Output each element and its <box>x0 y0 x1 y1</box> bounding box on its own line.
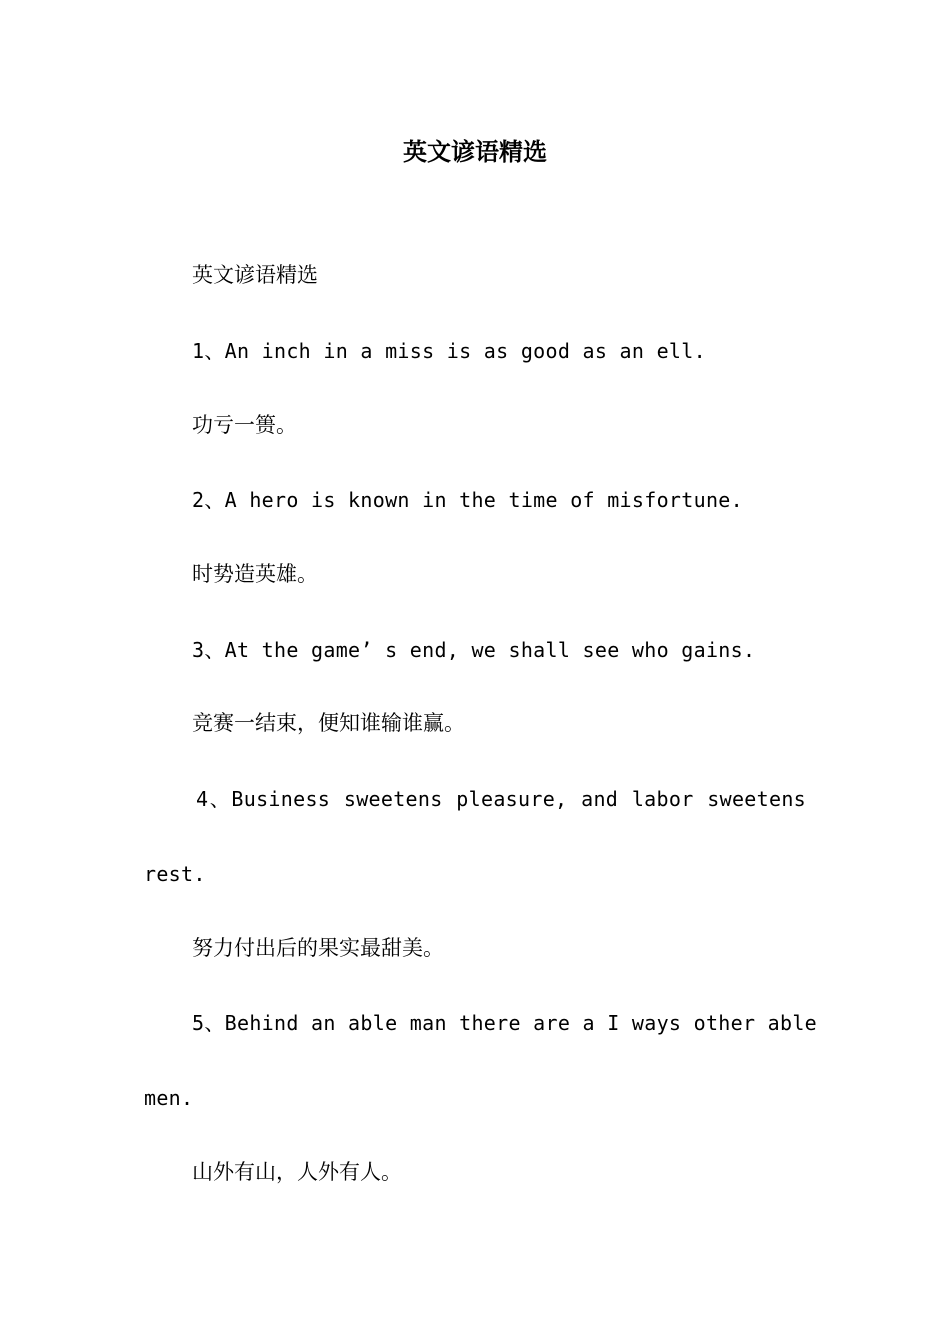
proverb-2-chinese: 时势造英雄。 <box>192 562 318 586</box>
proverb-4-english-line2: rest. <box>144 862 206 886</box>
section-heading: 英文谚语精选 <box>192 263 318 287</box>
proverb-5-chinese: 山外有山，人外有人。 <box>192 1160 402 1184</box>
document-title: 英文谚语精选 <box>403 137 547 166</box>
proverb-5-english-line2: men. <box>144 1086 194 1110</box>
proverb-5-english-line1: 5、Behind an able man there are a I ways other able <box>192 1011 818 1035</box>
proverb-2-english: 2、A hero is known in the time of misfortune. <box>192 488 743 512</box>
proverb-1-chinese: 功亏一篑。 <box>192 413 297 437</box>
proverb-1-english: 1、An inch in a miss is as good as an ell. <box>192 339 706 363</box>
proverb-3-chinese: 竞赛一结束，便知谁输谁赢。 <box>192 711 465 735</box>
proverb-3-english: 3、At the game’ s end, we shall see who gains. <box>192 638 756 662</box>
proverb-4-chinese: 努力付出后的果实最甜美。 <box>192 936 444 960</box>
proverb-4-english-line1: 4、Business sweetens pleasure, and labor sweetens <box>196 787 806 811</box>
